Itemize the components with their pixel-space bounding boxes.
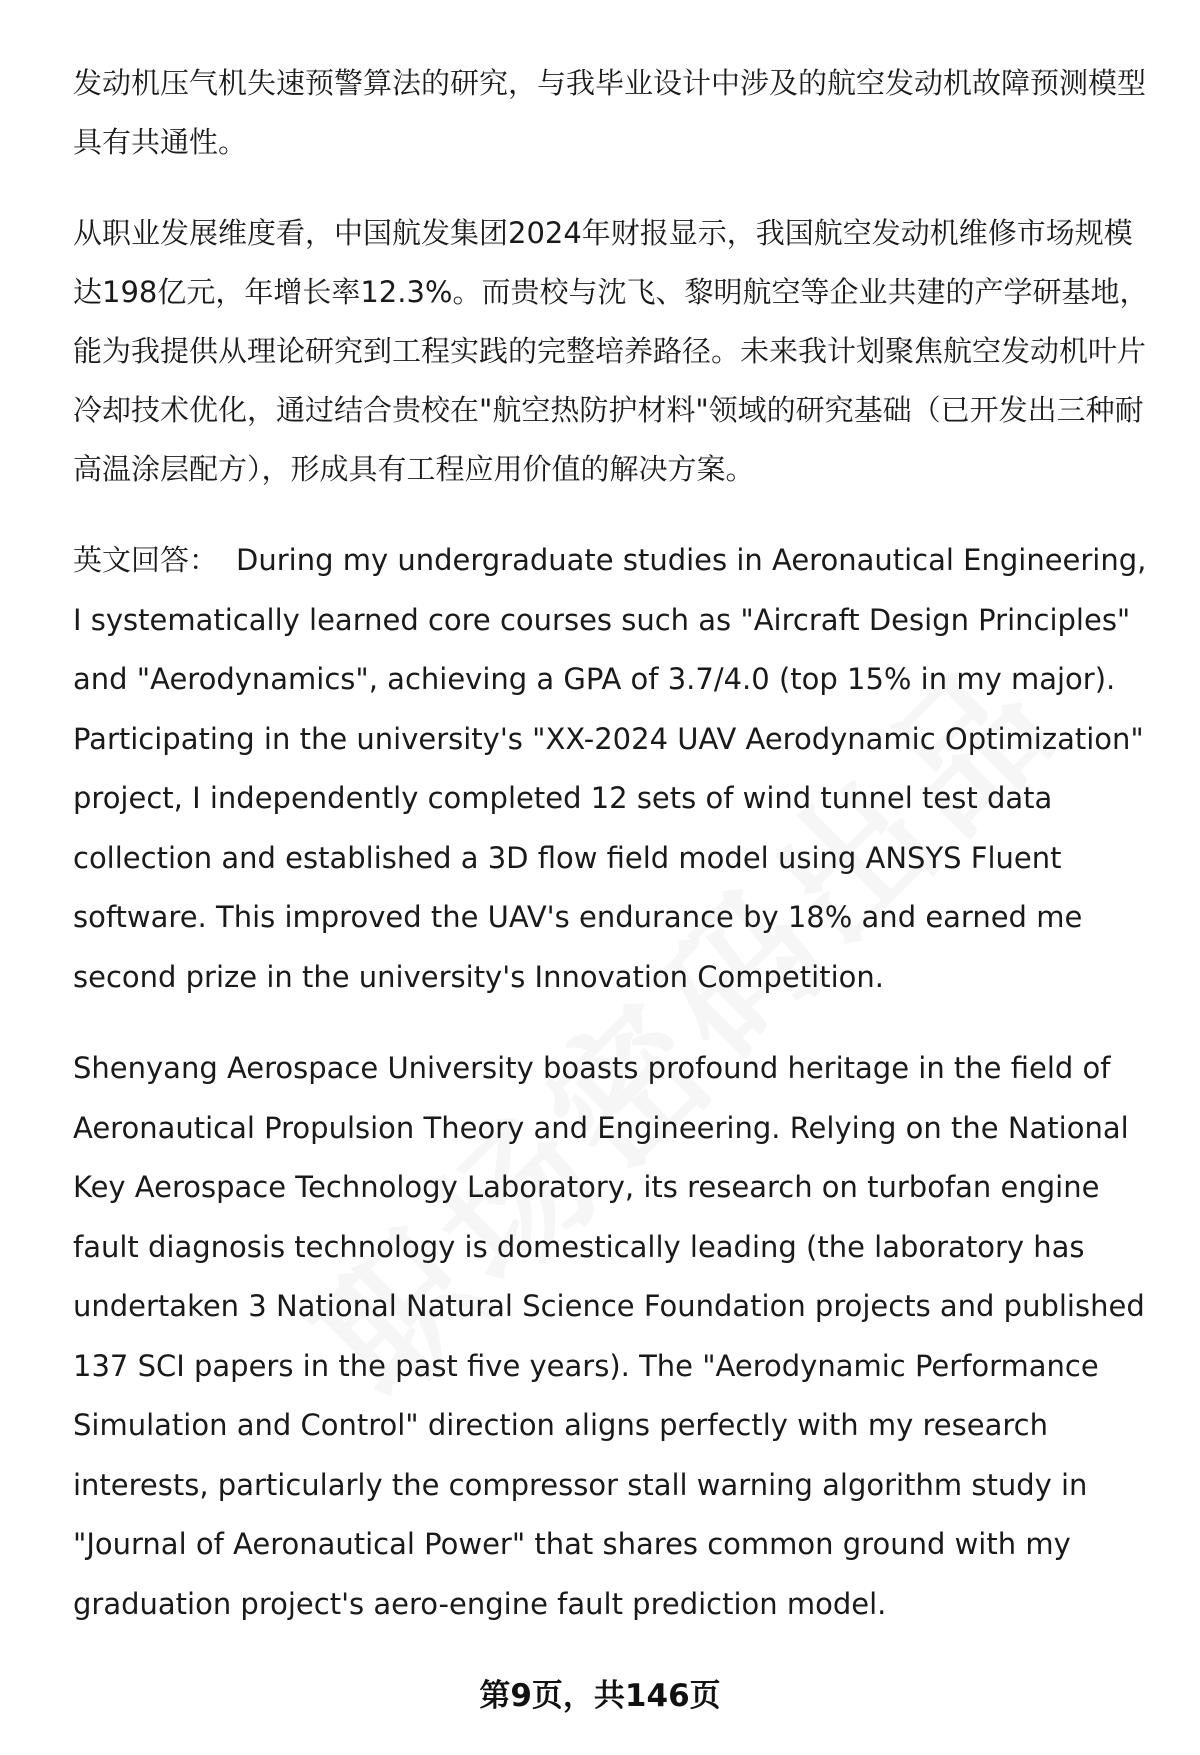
english-answer-label: 英文回答： xyxy=(73,543,219,577)
paragraph-en-1-text: During my undergraduate studies in Aeronautical Engineering, I systematically learned core courses such as "Aircraft Design Principles" and "Aerodynamics", achieving a GPA of 3.7/4.0 (top 15% in my major). Participating in the university's "XX-2024 UAV Aerodynamic Optimization" project, I independently completed 12 sets of wind tunnel test data collection and established a 3D flow field model using ANSYS Fluent software. This improved the UAV's endurance by 18% and earned me second prize in the university's Innovation Competition. xyxy=(73,543,1147,994)
paragraph-en-2: Shenyang Aerospace University boasts profound heritage in the field of Aeronautical Propulsion Theory and Engineering. Relying on the National Key Aerospace Technology Laboratory, its research on turbofan engine fault diagnosis technology is domestically leading (the laboratory has undertaken 3 National Natural Science Foundation projects and published 137 SCI papers in the past five years). The "Aerodynamic Performance Simulation and Control" direction aligns perfectly with my research interests, particularly the compressor stall warning algorithm study in "Journal of Aeronautical Power" that shares common ground with my graduation project's aero-engine fault prediction model. xyxy=(73,1051,1145,1621)
document-body xyxy=(73,54,1160,1666)
paragraph-en-1 xyxy=(73,531,1160,1007)
paragraph-cn-1: 发动机压气机失速预警算法的研究，与我毕业设计中涉及的航空发动机故障预测模型具有共通性。 xyxy=(73,66,1147,159)
paragraph-cn-2: 从职业发展维度看，中国航发集团2024年财报显示，我国航空发动机维修市场规模达198亿元，年增长率12.3%。而贵校与沈飞、黎明航空等企业共建的产学研基地，能为我提供从理论研究到工程实践的完整培养路径。未来我计划聚焦航空发动机叶片冷却技术优化，通过结合贵校在"航空热防护材料"领域的研究基础（已开发出三种耐高温涂层配方），形成具有工程应用价值的解决方案。 xyxy=(73,216,1149,486)
page-indicator: 第9页，共146页 xyxy=(479,1678,721,1714)
